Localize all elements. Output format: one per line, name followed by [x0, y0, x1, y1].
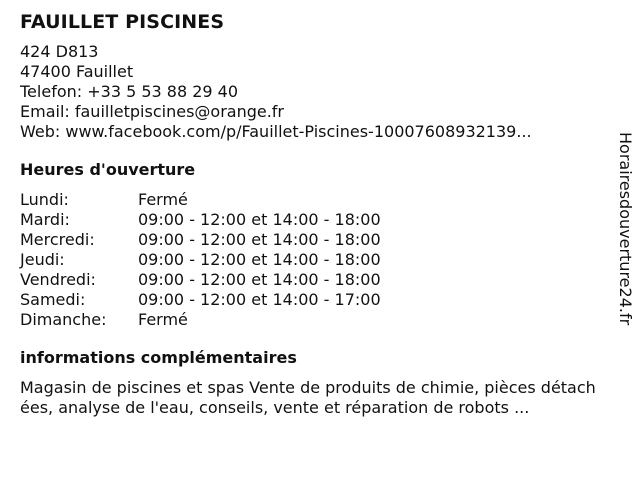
- day-hours: 09:00 - 12:00 et 14:00 - 17:00: [138, 290, 381, 309]
- hours-row-friday: [20, 270, 610, 290]
- hours-row-monday: [20, 190, 610, 210]
- hours-row-tuesday: [20, 210, 610, 230]
- info-text: Magasin de piscines et spas Vente de produits de chimie, pièces détachées, analyse de l'eau, conseils, vente et réparation de robots ...: [20, 378, 596, 417]
- hours-table: [20, 190, 610, 330]
- hours-heading: Heures d'ouverture: [20, 160, 196, 179]
- day-hours: 09:00 - 12:00 et 14:00 - 18:00: [138, 210, 381, 229]
- day-hours: 09:00 - 12:00 et 14:00 - 18:00: [138, 270, 381, 289]
- day-label: Samedi:: [20, 290, 86, 309]
- business-name: FAUILLET PISCINES: [20, 11, 225, 33]
- day-label: Mardi:: [20, 210, 70, 229]
- day-label: Lundi:: [20, 190, 69, 209]
- day-label: Dimanche:: [20, 310, 107, 329]
- hours-row-wednesday: [20, 230, 610, 250]
- contact-block: [20, 42, 610, 142]
- day-hours: Fermé: [138, 190, 188, 209]
- business-card: [20, 10, 610, 418]
- info-heading: informations complémentaires: [20, 348, 297, 367]
- hours-row-saturday: [20, 290, 610, 310]
- web-line: Web: www.facebook.com/p/Fauillet-Piscines-10007608932139...: [20, 122, 532, 141]
- email-line: Email: fauilletpiscines@orange.fr: [20, 102, 285, 121]
- day-hours: 09:00 - 12:00 et 14:00 - 18:00: [138, 250, 381, 269]
- day-hours: 09:00 - 12:00 et 14:00 - 18:00: [138, 230, 381, 249]
- day-label: Mercredi:: [20, 230, 95, 249]
- address-line-2: 47400 Fauillet: [20, 62, 134, 81]
- phone-line: Telefon: +33 5 53 88 29 40: [20, 82, 239, 101]
- address-line-1: 424 D813: [20, 42, 99, 61]
- day-hours: Fermé: [138, 310, 188, 329]
- side-brand-text: Horairesdouverture24.fr: [616, 132, 635, 326]
- hours-row-sunday: [20, 310, 610, 330]
- hours-row-thursday: [20, 250, 610, 270]
- day-label: Jeudi:: [20, 250, 65, 269]
- day-label: Vendredi:: [20, 270, 96, 289]
